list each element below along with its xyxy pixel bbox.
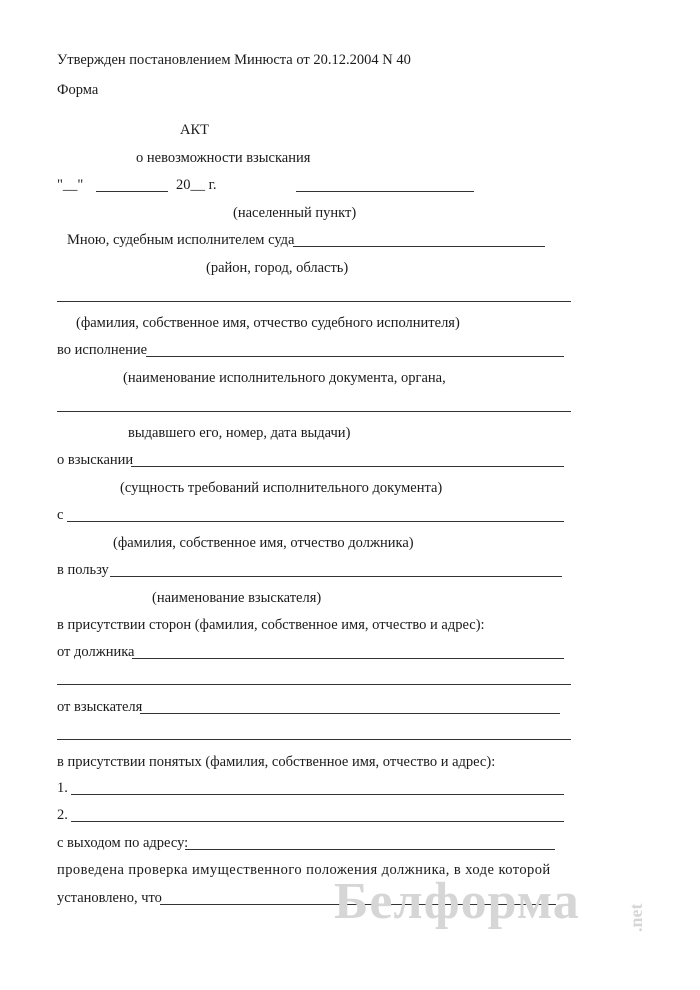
label-from-debtor: от должника	[57, 644, 135, 660]
settlement-blank[interactable]	[296, 191, 474, 192]
claimant-party-blank-2[interactable]	[57, 739, 571, 740]
witness-2-blank[interactable]	[71, 821, 564, 822]
label-witness-1: 1.	[57, 780, 68, 796]
execution-document-blank-2[interactable]	[57, 411, 571, 412]
date-month-blank[interactable]	[96, 191, 168, 192]
debtor-blank[interactable]	[67, 521, 564, 522]
label-from-claimant: от взыскателя	[57, 699, 143, 715]
caption-document-1: (наименование исполнительного документа, органа,	[123, 370, 446, 386]
label-address-visit: с выходом по адресу:	[57, 835, 189, 851]
form-label: Форма	[57, 82, 99, 98]
date-day-field[interactable]: "__"	[57, 177, 84, 193]
document-title: АКТ	[180, 122, 209, 138]
court-blank[interactable]	[293, 246, 545, 247]
caption-claim: (сущность требований исполнительного документа)	[120, 480, 443, 496]
caption-claimant: (наименование взыскателя)	[152, 590, 322, 606]
executor-name-blank[interactable]	[57, 301, 571, 302]
label-in-favor: в пользу	[57, 562, 109, 578]
witness-1-blank[interactable]	[71, 794, 564, 795]
approval-note: Утвержден постановлением Минюста от 20.12.2004 N 40	[57, 52, 411, 68]
debtor-party-blank-2[interactable]	[57, 684, 571, 685]
label-in-execution: во исполнение	[57, 342, 148, 358]
execution-document-blank[interactable]	[146, 356, 564, 357]
label-parties-present: в присутствии сторон (фамилия, собственное имя, отчество и адрес):	[57, 617, 485, 633]
watermark-brand: Белформа	[334, 873, 580, 930]
label-by-me: Мною, судебным исполнителем суда	[67, 232, 295, 248]
label-check-performed: проведена проверка имущественного положения должника, в ходе которой	[57, 862, 551, 878]
caption-document-2: выдавшего его, номер, дата выдачи)	[128, 425, 351, 441]
watermark-domain: .net	[626, 903, 646, 932]
caption-district: (район, город, область)	[206, 260, 349, 276]
label-on-recovery: о взыскании	[57, 452, 134, 468]
caption-debtor: (фамилия, собственное имя, отчество должника)	[113, 535, 414, 551]
caption-executor-name: (фамилия, собственное имя, отчество судебного исполнителя)	[76, 315, 460, 331]
claimant-party-blank[interactable]	[140, 713, 560, 714]
caption-settlement: (населенный пункт)	[233, 205, 357, 221]
address-blank[interactable]	[185, 849, 555, 850]
debtor-party-blank[interactable]	[132, 658, 564, 659]
label-witness-2: 2.	[57, 807, 68, 823]
claimant-blank[interactable]	[110, 576, 562, 577]
recovery-blank[interactable]	[131, 466, 564, 467]
document-subtitle: о невозможности взыскания	[136, 150, 311, 166]
label-witnesses-present: в присутствии понятых (фамилия, собственное имя, отчество и адрес):	[57, 754, 496, 770]
label-from: с	[57, 507, 64, 523]
label-established: установлено, что	[57, 890, 162, 906]
date-year-field[interactable]: 20__ г.	[176, 177, 217, 193]
